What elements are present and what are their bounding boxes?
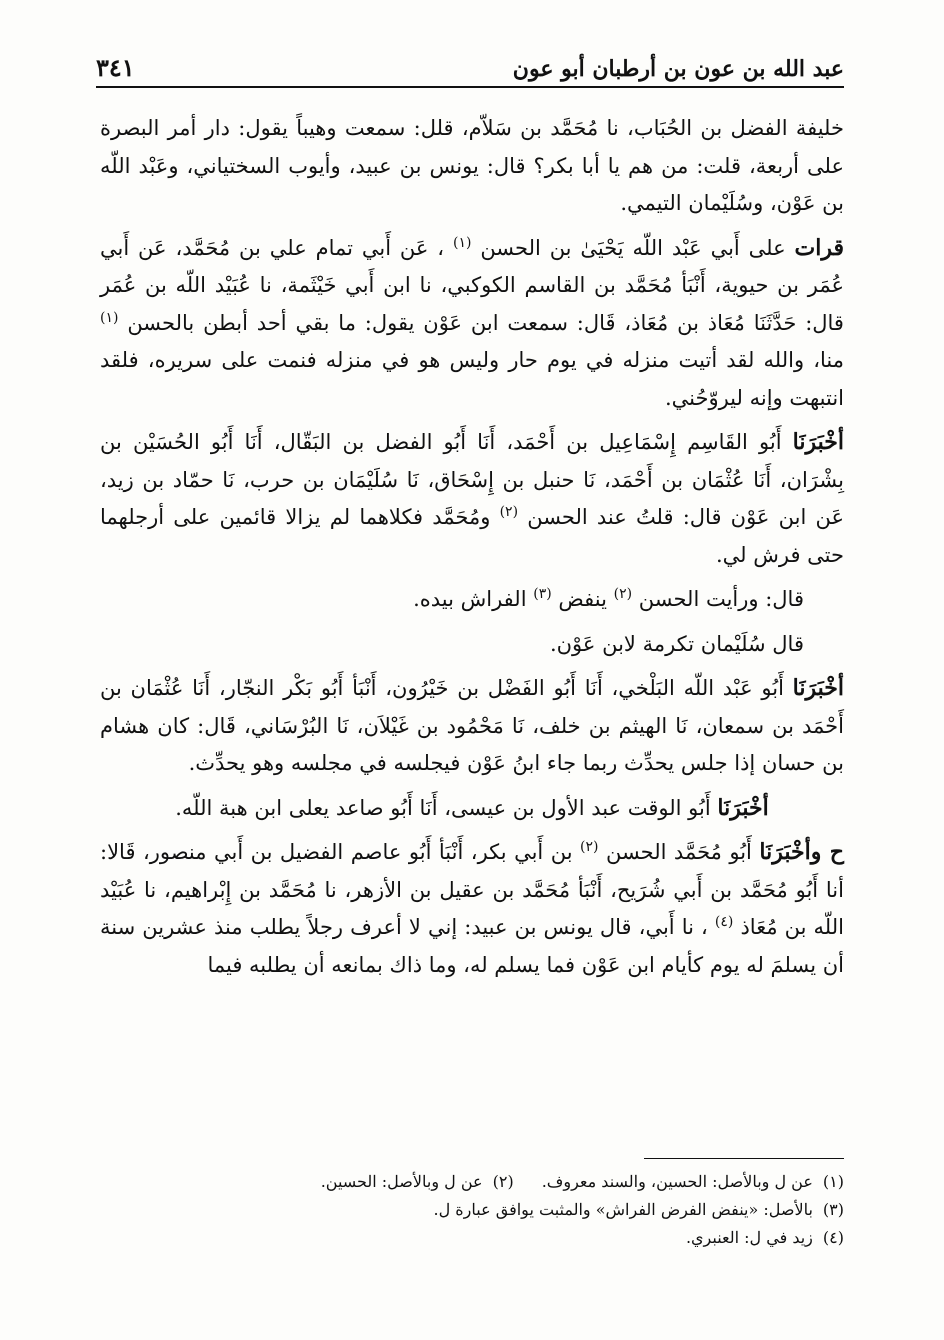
paragraph-lead: أخْبَرَنَا [792, 675, 844, 701]
footnote-number: (٢) [492, 1172, 514, 1191]
running-title: عبد الله بن عون بن أرطبان أبو عون [512, 56, 844, 82]
paragraph-lead: ح وأخْبَرَنَا [759, 839, 844, 865]
footnote-number: (١) [822, 1172, 844, 1191]
page-header [96, 40, 844, 88]
paragraph-lead: أخْبَرَنَا [717, 794, 769, 821]
paragraph-5 [100, 626, 844, 664]
paragraph-text: ومُحَمَّد فكلاهما لم يزالا قائمين على أرجلهما حتى فرش لي. [100, 505, 844, 567]
footnote-number: (٤) [822, 1228, 844, 1247]
footnote-row [100, 1168, 844, 1196]
footnote-text: عن ل وبالأصل: الحسين، والسند معروف. [541, 1172, 813, 1191]
footnote-marker: (٢) [613, 586, 633, 602]
paragraph-6 [100, 670, 844, 783]
paragraph-text: ، عَن أَبي تمام علي بن مُحَمَّد، عَن أَبي عُمَر بن حيوية، أَنْبَأ مُحَمَّد بن القاسم الكوكبي، نا ابن أَبي خَيْثَمة، نا عُبَيْد اللّه بن عُمَر قال: حَدَّثَنَا مُعَاذ بن مُعَاذ، قَال: سمعت ابن عَوْن يقول: ما بقي أحد أبطن بالحسن [100, 235, 844, 335]
footnote-text: عن ل وبالأصل: الحسين. [320, 1172, 483, 1191]
paragraph-text: قال سُلَيْمان تكرمة لابن عَوْن. [549, 631, 804, 656]
paragraph-4 [100, 581, 844, 619]
footnote-text: زيد في ل: العنبري. [685, 1228, 813, 1247]
footnotes [100, 1168, 844, 1252]
paragraph-lead: أخْبَرَنَا [792, 429, 844, 455]
paragraph-text: أَبُو القَاسِم إِسْمَاعِيل بن أَحْمَد، أَنَا أَبُو الفضل بن البَقّال، أَنَا أَبُو الحُسَيْن بن بِشْرَان، أَنَا عُثْمَان بن أَحْمَد، نَا حنبل بن إِسْحَاق، نَا سُلَيْمَان بن حرب، نَا حمّاد بن زيد، عَن ابن عَوْن قال: قلتُ عند الحسن [100, 430, 844, 529]
paragraph-text: أَبُو مُحَمَّد الحسن [605, 840, 752, 864]
paragraph-3 [100, 424, 844, 574]
page-body [100, 110, 844, 991]
footnote-4 [686, 1224, 844, 1252]
paragraph-text: أَبُو عَبْد اللّه البَلْخي، أَنَا أَبُو الفَضْل بن خَيْرُون، أَنْبَأ أَبُو بَكْر النجّار، أَنَا عُثْمَان بن أَحْمَد بن سمعان، نَا الهيثم بن خلف، نَا مَحْمُود بن غَيْلاَن، نَا البُرْسَاني، قَال: كان هشام بن حسان إذا جلس يحدِّث ربما جاء ابنُ عَوْن فيجلسه في مجلسه وهو يحدِّث. [100, 676, 844, 775]
footnote-text: بالأصل: «ينفض الفرض الفراش» والمثبت يوافق عبارة ل. [433, 1200, 813, 1219]
footnote-marker: (٣) [533, 586, 552, 602]
paragraph-text: ينفض [558, 587, 607, 611]
footnote-marker: (٢) [580, 839, 599, 855]
footnote-2 [321, 1168, 514, 1196]
footnote-3 [434, 1196, 845, 1224]
footnote-1 [542, 1168, 844, 1196]
footnote-divider [644, 1158, 844, 1159]
footnote-marker: (١) [100, 309, 119, 326]
footnote-marker: (٤) [714, 914, 734, 930]
footnote-row [100, 1196, 844, 1224]
paragraph-8 [100, 834, 844, 984]
paragraph-text: الفراش بيده. [413, 587, 527, 611]
paragraph-lead: قرات [794, 234, 844, 261]
paragraph-text: خليفة الفضل بن الحُبَاب، نا مُحَمَّد بن سَلاّم، قلل: سمعت وهيباً يقول: دار أمر البصرة على أربعة، قلت: من هم يا أبا بكر؟ قال: يونس بن عبيد، وأيوب السختياني، وعَبْد اللّه بن عَوْن، وسُلَيْمان التيمي. [100, 116, 844, 215]
footnote-row [100, 1224, 844, 1252]
paragraph-text: على أَبي عَبْد اللّه يَحْيَىٰ بن الحسن [480, 235, 786, 260]
footnote-number: (٣) [822, 1200, 844, 1219]
paragraph-text: منا، والله لقد أتيت منزله في يوم حار وليس هو في منزله فنمت على سريره، فلقد انتبهت وإنه ليروّحُني. [100, 348, 844, 410]
paragraph-7 [100, 790, 844, 828]
footnote-marker: (٢) [499, 504, 519, 520]
paragraph-text: قال: ورأيت الحسن [638, 587, 804, 611]
footnote-marker: (١) [452, 234, 472, 251]
paragraph-1 [100, 110, 844, 223]
paragraph-2 [100, 230, 844, 418]
paragraph-text: أَبُو الوقت عبد الأول بن عيسى، أَنَا أَبُو صاعد يعلى ابن هبة اللّه. [175, 795, 711, 820]
page-number: ٣٤١ [96, 53, 135, 82]
paragraph-text: ، نا أَبي، قال يونس بن عبيد: إني لا أعرف رجلاً يطلب منذ عشرين سنة أن يسلمَ له يوم كأيام ابن عَوْن فما يسلم له، وما ذاك بمانعه أن يطلبه فيما [100, 915, 844, 977]
paragraph-text: بن أَبي بكر، أَنْبَأ أَبُو عاصم الفضيل بن أَبي منصور، قَالا: أنا أَبُو مُحَمَّد بن أَبي شُرَيح، أَنْبَأ مُحَمَّد بن عقيل بن الأزهر، نا مُحَمَّد بن إِبْراهيم، نا عُبَيْد اللّه بن مُعَاذ [100, 840, 844, 939]
